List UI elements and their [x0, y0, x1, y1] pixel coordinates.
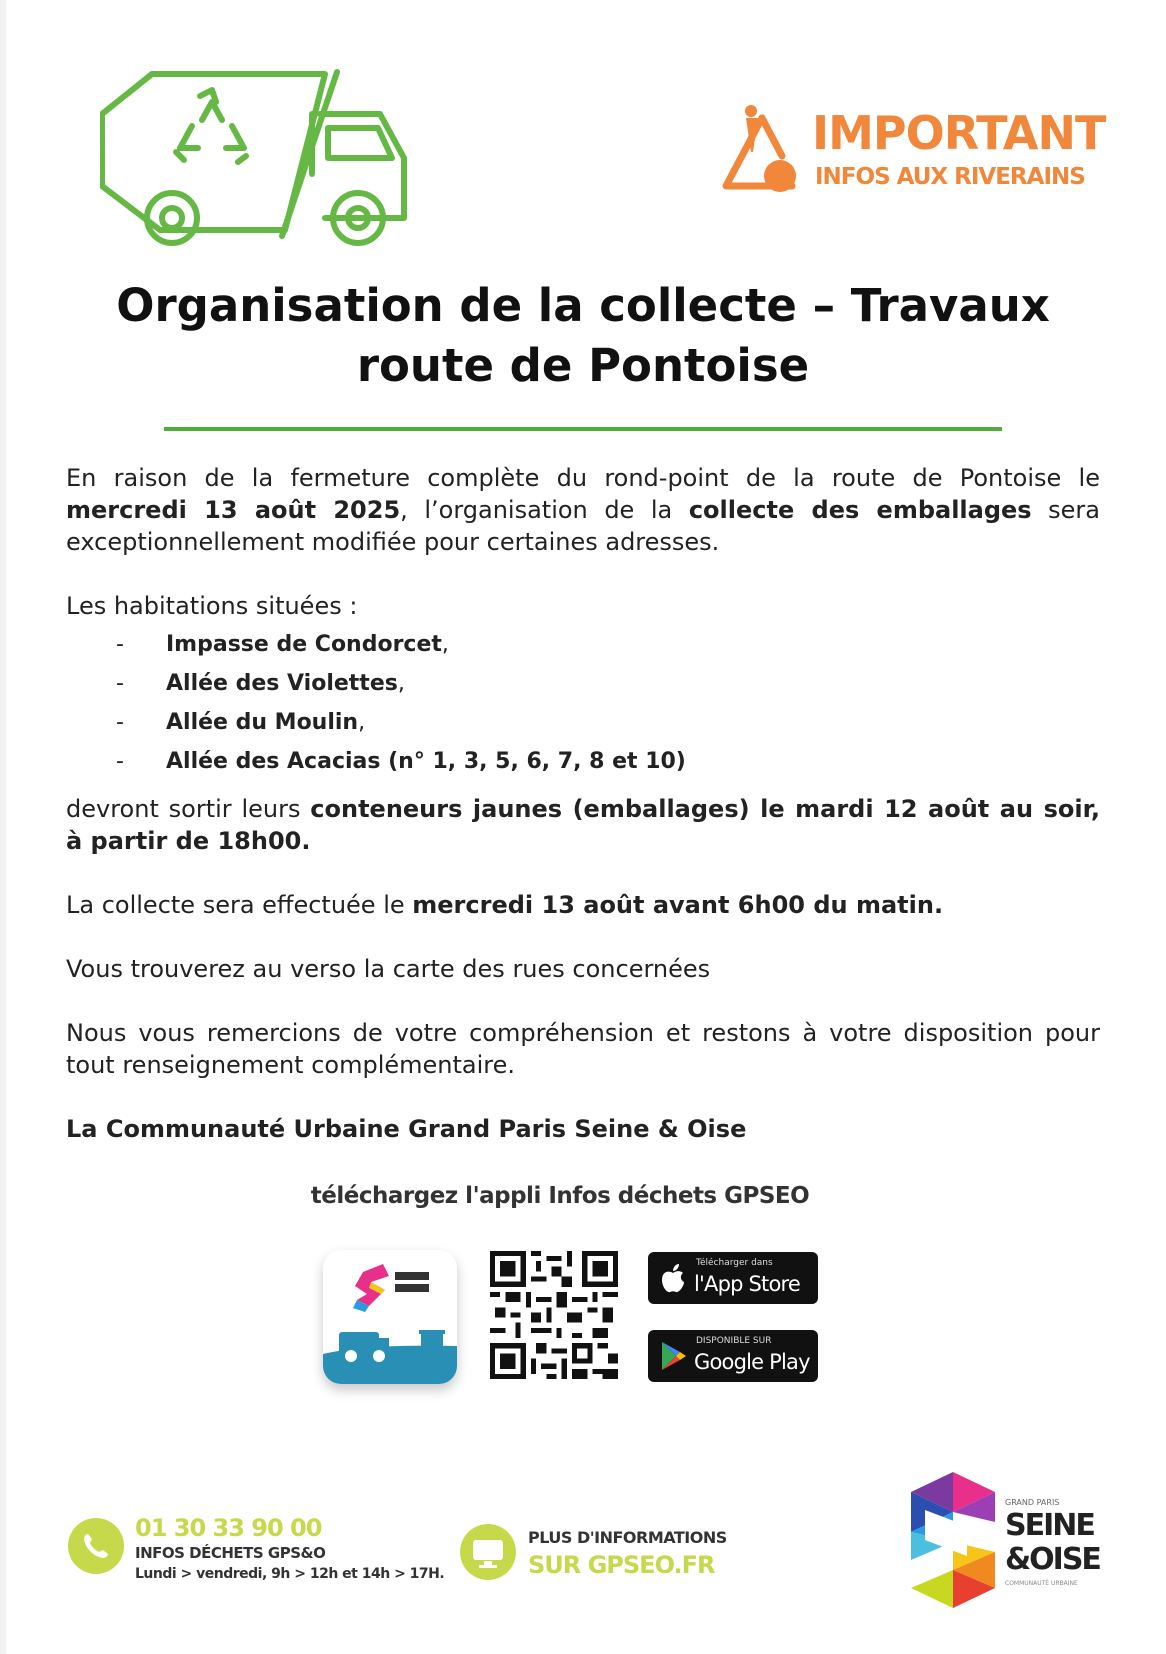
list-item: - Impasse de Condorcet,	[116, 632, 449, 657]
verso-paragraph: Vous trouverez au verso la carte des rues concernées	[66, 955, 711, 983]
seine-oise-logo-icon	[905, 1470, 1000, 1610]
qr-code[interactable]	[490, 1250, 618, 1380]
title-divider	[164, 427, 1002, 431]
street-list	[66, 625, 1100, 781]
more-info-label: PLUS D'INFORMATIONS	[528, 1528, 727, 1547]
phone-icon	[68, 1518, 124, 1574]
important-title: IMPORTANT	[812, 106, 1106, 160]
sortie-paragraph: devront sortir leurs conteneurs jaunes (emballages) le mardi 12 août au soir, à partir de 18h00.	[66, 795, 1101, 855]
list-item: - Allée du Moulin,	[116, 710, 366, 735]
page-edge	[0, 0, 6, 1654]
opening-hours: Lundi > vendredi, 9h > 12h et 14h > 17H.	[135, 1566, 445, 1582]
recycling-truck-icon	[100, 68, 420, 258]
monitor-icon	[460, 1524, 516, 1580]
download-title: téléchargez l'appli Infos déchets GPSEO	[310, 1183, 810, 1209]
gpseo-logo: GRAND PARIS SEINE &OISE COMMUNAUTÉ URBAINE	[905, 1470, 1095, 1610]
intro-paragraph: En raison de la fermeture complète du rond-point de la route de Pontoise le mercredi 13 août 2025, l’organisation de la collecte des emballages sera exceptionnellement modifiée pour certaines adresses.	[66, 464, 1100, 556]
website-link[interactable]: SUR GPSEO.FR	[528, 1551, 715, 1579]
important-badge	[720, 100, 1106, 200]
habitations-label: Les habitations situées :	[66, 592, 358, 620]
apple-icon	[658, 1262, 688, 1294]
thanks-paragraph: Nous vous remercions de votre compréhension et restons à votre disposition pour tout renseignement complémentaire.	[66, 1019, 1100, 1079]
app-icon[interactable]	[323, 1250, 457, 1384]
list-item: - Allée des Acacias (n° 1, 3, 5, 6, 7, 8 et 10)	[116, 749, 686, 774]
important-subtitle: INFOS AUX RIVERAINS	[815, 164, 1085, 190]
page-title: Organisation de la collecte – Travaux route de Pontoise	[116, 279, 1050, 392]
app-store-button[interactable]: Télécharger dans l'App Store	[648, 1252, 818, 1304]
phone-label: INFOS DÉCHETS GPS&O	[135, 1544, 326, 1562]
warning-icon	[720, 104, 812, 200]
google-play-icon	[658, 1340, 688, 1372]
signature: La Communauté Urbaine Grand Paris Seine & Oise	[66, 1115, 747, 1143]
list-item: - Allée des Violettes,	[116, 671, 405, 696]
notice-body	[66, 462, 1100, 1145]
collecte-paragraph: La collecte sera effectuée le mercredi 13 août avant 6h00 du matin.	[66, 891, 944, 919]
phone-number[interactable]: 01 30 33 90 00	[135, 1514, 322, 1542]
google-play-button[interactable]: DISPONIBLE SUR Google Play	[648, 1330, 818, 1382]
